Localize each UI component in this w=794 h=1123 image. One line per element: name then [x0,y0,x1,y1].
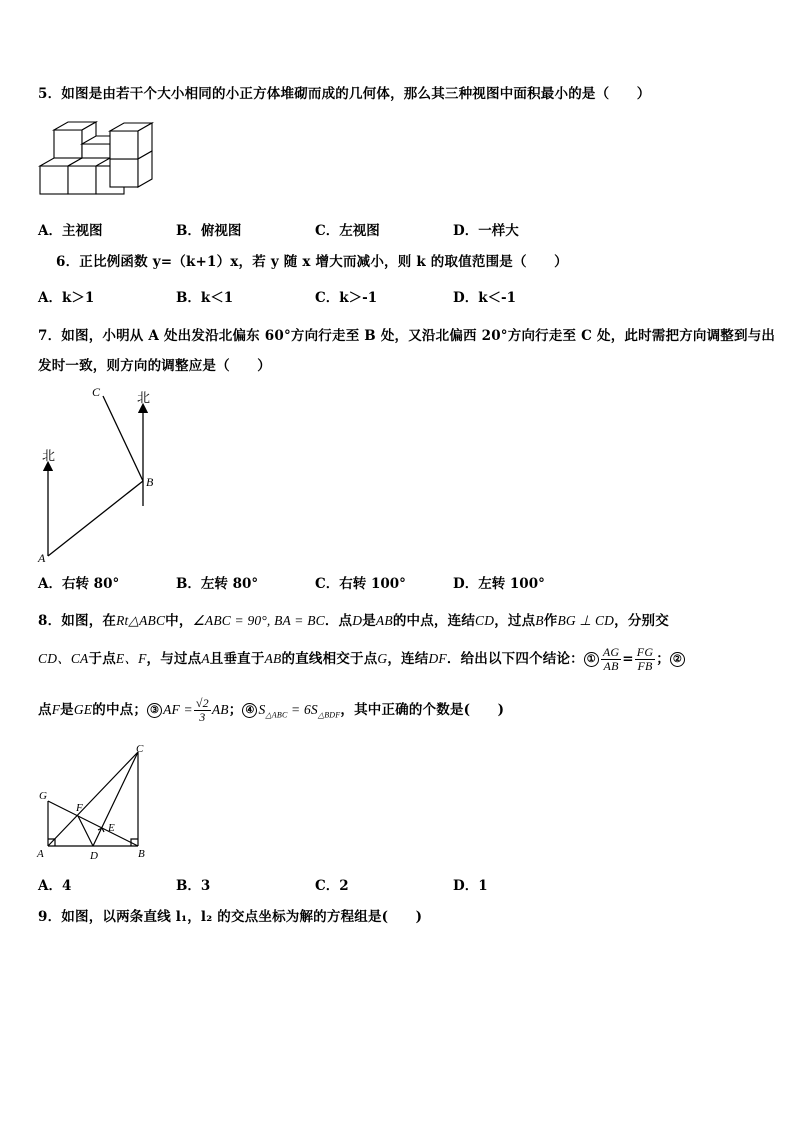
q7-direction-figure [30,380,170,566]
q7-stem-line2: 发时一致，则方向的调整应是（ ） [38,358,271,374]
point-d-label: D [90,850,98,862]
point-g-label: G [39,790,47,802]
q6-stem: 6．正比例函数 y=（k+1）x，若 y 随 x 增大而减小，则 k 的取值范围是（ ） [56,254,568,270]
q7-option-d[interactable]: D．左转 100° [453,576,545,592]
q9-stem: 9．如图，以两条直线 l₁，l₂ 的交点坐标为解的方程组是( ) [38,909,423,925]
point-b-label: B [146,475,154,489]
circled-3: ③ [147,703,162,718]
q5-option-a[interactable]: A．主视图 [38,223,103,239]
q6-option-b[interactable]: B．k＜1 [176,290,234,306]
point-b-label: B [138,848,145,860]
point-f-label: F [76,802,83,814]
point-e-label: E [108,822,115,834]
fraction-ag-ab: $\frac{AG}{AB}$ [602,645,620,673]
north-label-a: 北 [42,448,56,463]
q5-option-b[interactable]: B．俯视图 [176,223,242,239]
q8-stem-line3: 点F是GE的中点； ③ AF = $\frac{√2}{3}$ AB； ④ $S_{\triangle ABC} = 6S_{\triangle BDF}$，其中正确的个数是( ) [38,696,505,724]
fraction-sqrt2-3: $\frac{√2}{3}$ [195,696,209,724]
q8-option-a[interactable]: A．4 [38,878,72,894]
q6-option-a[interactable]: A．k＞1 [38,290,95,306]
north-label-b: 北 [137,390,151,405]
q5-option-d[interactable]: D．一样大 [453,223,519,239]
circled-4: ④ [242,703,257,718]
point-c-label: C [92,385,101,399]
q8-option-c[interactable]: C．2 [315,878,349,894]
point-a-label: A [37,848,44,860]
q8-option-d[interactable]: D．1 [453,878,488,894]
point-c-label: C [136,743,144,755]
q8-option-b[interactable]: B．3 [176,878,211,894]
q7-option-a[interactable]: A．右转 80° [38,576,120,592]
q7-stem-line1: 7．如图，小明从 A 处出发沿北偏东 60°方向行走至 B 处，又沿北偏西 20°方向行走至 C 处，此时需把方向调整到与出 [38,328,776,344]
q6-option-d[interactable]: D．k＜-1 [453,290,517,306]
q5-cube-figure [38,116,156,200]
q8-triangle-figure [30,742,160,864]
point-a-label: A [38,551,46,565]
fraction-fg-fb: $\frac{FG}{FB}$ [636,645,654,673]
circled-2: ② [670,652,685,667]
q6-option-c[interactable]: C．k＞-1 [315,290,378,306]
q8-stem-line1: 8．如图，在Rt△ABC中，∠ABC = 90°, BA = BC．点D是AB的中点，连结CD，过点B作BG ⊥ CD，分别交 [38,613,669,629]
q5-option-c[interactable]: C．左视图 [315,223,380,239]
q7-option-c[interactable]: C．右转 100° [315,576,406,592]
q7-option-b[interactable]: B．左转 80° [176,576,259,592]
q5-stem: 5．如图是由若干个大小相同的小正方体堆砌而成的几何体，那么其三种视图中面积最小的是（ ） [38,86,651,102]
q8-stem-line2: CD、CA于点E、F，与过点A且垂直于AB的直线相交于点G，连结DF．给出以下四个结论： ① $\frac{AG}{AB}$ = $\frac{FG}{FB}$ ； ② [38,646,686,673]
circled-1: ① [584,652,599,667]
